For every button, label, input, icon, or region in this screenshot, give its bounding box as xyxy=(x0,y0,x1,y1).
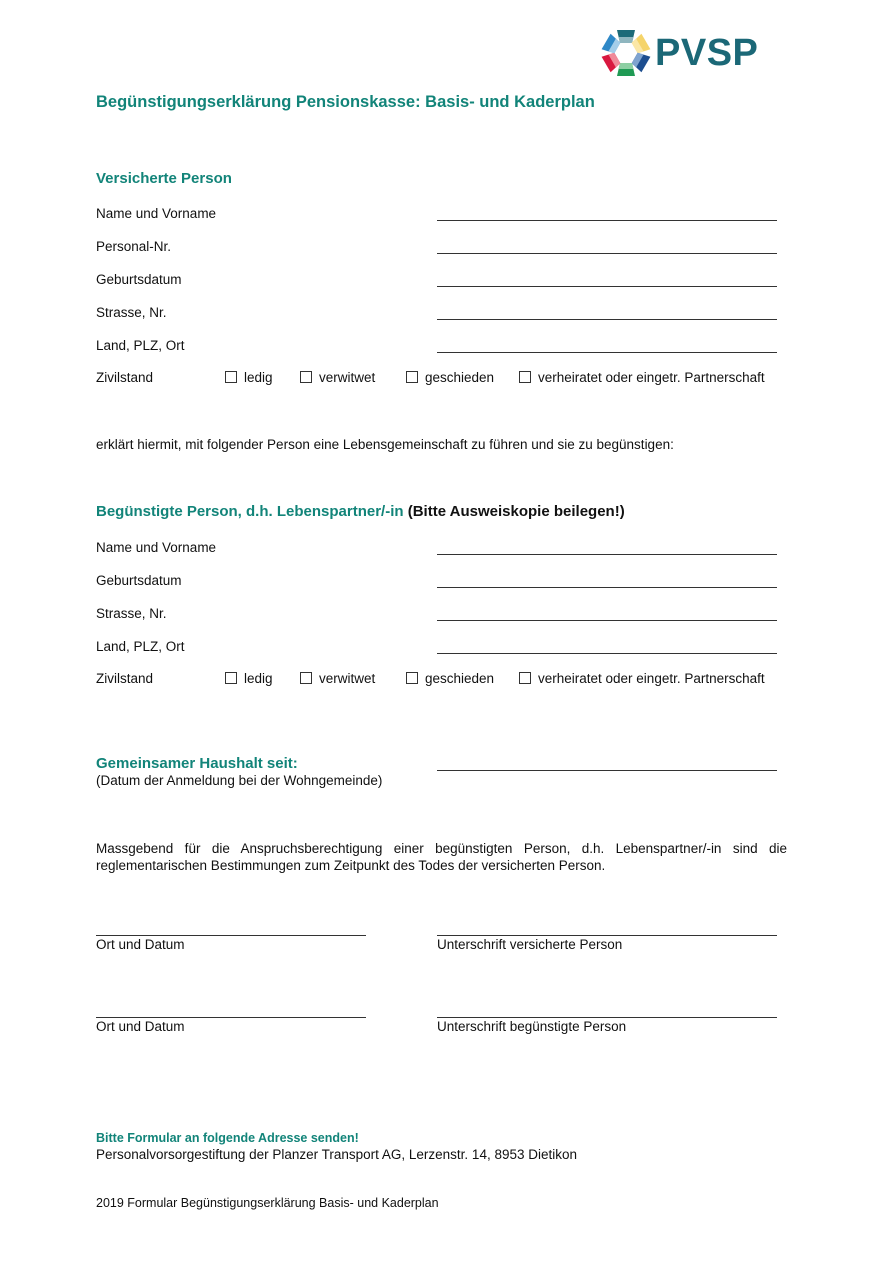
field-label-birthdate: Geburtsdatum xyxy=(96,573,182,588)
field-label-country-zip-city: Land, PLZ, Ort xyxy=(96,639,185,654)
field-input-personal-nr[interactable] xyxy=(437,253,777,254)
signature-input-insured[interactable] xyxy=(437,935,777,936)
signature-label-insured: Unterschrift versicherte Person xyxy=(437,937,623,952)
field-input-street[interactable] xyxy=(437,620,777,621)
checkbox-ledig[interactable] xyxy=(225,371,237,383)
legal-text: Massgebend für die Anspruchsberechtigung einer begünstigten Person, d.h. Lebenspartner/-in sind die reglementarischen Bestimmungen zum Zeitpunkt des Todes der versicherten Person. xyxy=(96,841,787,873)
place-date-input[interactable] xyxy=(96,1017,366,1018)
place-date-label: Ort und Datum xyxy=(96,937,185,952)
option-label-verwitwet: verwitwet xyxy=(319,370,376,385)
household-heading: Gemeinsamer Haushalt seit: xyxy=(96,755,298,772)
pinwheel-logo-icon xyxy=(601,28,651,78)
field-label-name: Name und Vorname xyxy=(96,206,217,221)
field-label-country-zip-city: Land, PLZ, Ort xyxy=(96,338,185,353)
field-input-street[interactable] xyxy=(437,319,777,320)
field-label-name: Name und Vorname xyxy=(96,540,217,555)
checkbox-geschieden[interactable] xyxy=(406,672,418,684)
signature-input-beneficiary[interactable] xyxy=(437,1017,777,1018)
logo-text: PVSP xyxy=(655,32,759,74)
option-label-verheiratet: verheiratet oder eingetr. Partnerschaft xyxy=(538,671,765,686)
field-input-birthdate[interactable] xyxy=(437,286,777,287)
option-label-geschieden: geschieden xyxy=(425,671,495,686)
checkbox-verheiratet[interactable] xyxy=(519,371,531,383)
send-to-heading: Bitte Formular an folgende Adresse senden! xyxy=(96,1131,359,1145)
place-date-label: Ort und Datum xyxy=(96,1019,185,1034)
field-label-street: Strasse, Nr. xyxy=(96,606,167,621)
section-heading-insured: Versicherte Person xyxy=(96,170,232,187)
civil-status-label: Zivilstand xyxy=(96,370,154,385)
checkbox-ledig[interactable] xyxy=(225,672,237,684)
household-date-input[interactable] xyxy=(437,770,777,771)
field-label-birthdate: Geburtsdatum xyxy=(96,272,182,287)
beneficiary-heading-note: (Bitte Ausweiskopie beilegen!) xyxy=(407,503,625,520)
option-label-ledig: ledig xyxy=(244,370,273,385)
field-input-country-zip-city[interactable] xyxy=(437,653,777,654)
civil-status-label: Zivilstand xyxy=(96,671,154,686)
footer-text: 2019 Formular Begünstigungserklärung Basis- und Kaderplan xyxy=(96,1196,439,1210)
field-label-street: Strasse, Nr. xyxy=(96,305,167,320)
beneficiary-heading: Begünstigte Person, d.h. Lebenspartner/-in xyxy=(96,503,404,520)
option-label-geschieden: geschieden xyxy=(425,370,495,385)
household-note: (Datum der Anmeldung bei der Wohngemeinde) xyxy=(96,773,383,788)
field-input-name[interactable] xyxy=(437,554,777,555)
option-label-ledig: ledig xyxy=(244,671,273,686)
checkbox-verwitwet[interactable] xyxy=(300,672,312,684)
field-input-country-zip-city[interactable] xyxy=(437,352,777,353)
field-label-personal-nr: Personal-Nr. xyxy=(96,239,172,254)
pvsp-logo xyxy=(601,28,758,78)
checkbox-geschieden[interactable] xyxy=(406,371,418,383)
send-to-address: Personalvorsorgestiftung der Planzer Transport AG, Lerzenstr. 14, 8953 Dietikon xyxy=(96,1147,578,1162)
page-title: Begünstigungserklärung Pensionskasse: Basis- und Kaderplan xyxy=(96,93,595,111)
declaration-text: erklärt hiermit, mit folgender Person eine Lebensgemeinschaft zu führen und sie zu begünstigen: xyxy=(96,437,674,452)
option-label-verwitwet: verwitwet xyxy=(319,671,376,686)
place-date-input[interactable] xyxy=(96,935,366,936)
field-input-name[interactable] xyxy=(437,220,777,221)
field-input-birthdate[interactable] xyxy=(437,587,777,588)
signature-label-beneficiary: Unterschrift begünstigte Person xyxy=(437,1019,627,1034)
checkbox-verwitwet[interactable] xyxy=(300,371,312,383)
section-heading-beneficiary xyxy=(96,503,625,520)
checkbox-verheiratet[interactable] xyxy=(519,672,531,684)
option-label-verheiratet: verheiratet oder eingetr. Partnerschaft xyxy=(538,370,765,385)
